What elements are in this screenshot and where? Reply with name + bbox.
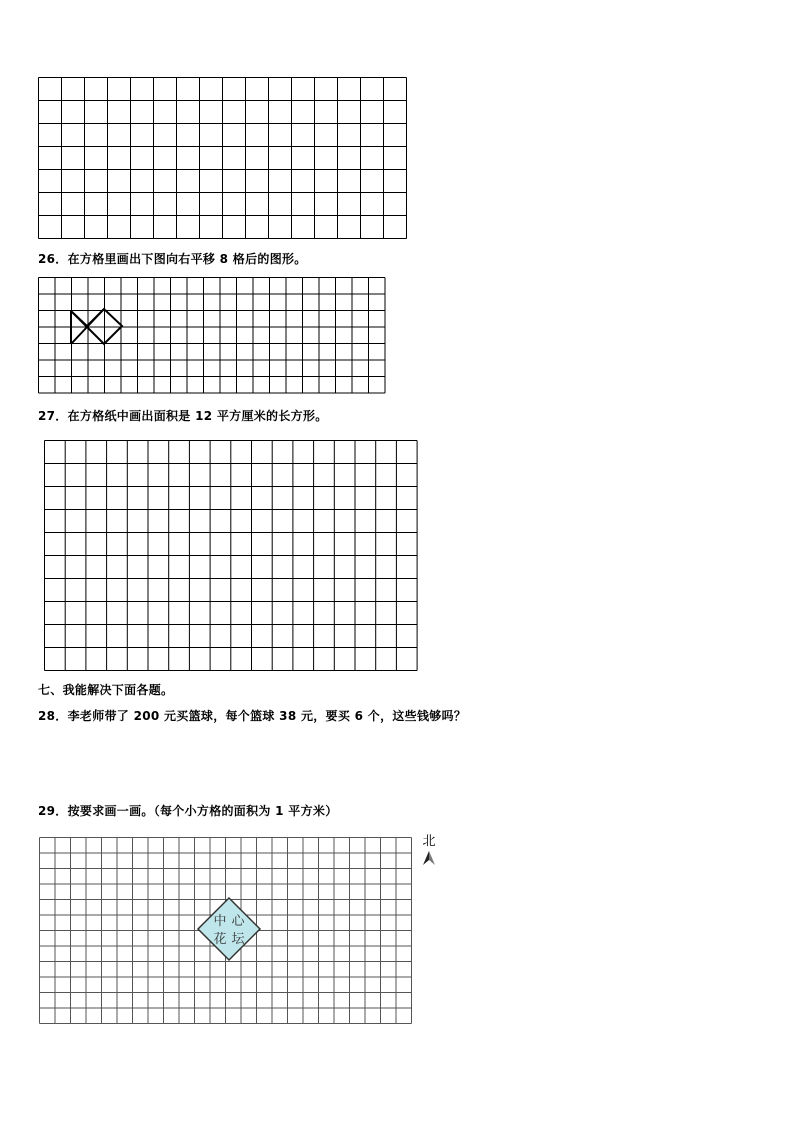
question-27-text: 27．在方格纸中画出面积是 12 平方厘米的长方形。: [38, 409, 328, 423]
garden-label-char: 坛: [231, 932, 245, 947]
section-7-heading: 七、我能解决下面各题。: [38, 683, 174, 697]
top-grid: [38, 77, 410, 241]
question-26-grid[interactable]: [38, 277, 388, 395]
north-arrow-icon: [419, 849, 439, 867]
question-29-text: 29．按要求画一画。（每个小方格的面积为 1 平方米）: [38, 804, 338, 818]
question-28-text: 28．李老师带了 200 元买篮球，每个篮球 38 元，要买 6 个，这些钱够吗？: [38, 709, 467, 723]
north-indicator: [419, 835, 439, 871]
north-label: 北: [422, 834, 436, 849]
garden-label-char: 花: [213, 932, 227, 947]
garden-label-char: 心: [231, 914, 245, 929]
question-29-grid[interactable]: [39, 837, 419, 1025]
garden-diamond: [198, 898, 260, 960]
question-26-text: 26．在方格里画出下图向右平移 8 格后的图形。: [38, 252, 307, 266]
central-garden: [198, 898, 260, 960]
garden-label-char: 中: [213, 914, 227, 929]
question-27-grid[interactable]: [44, 440, 419, 671]
